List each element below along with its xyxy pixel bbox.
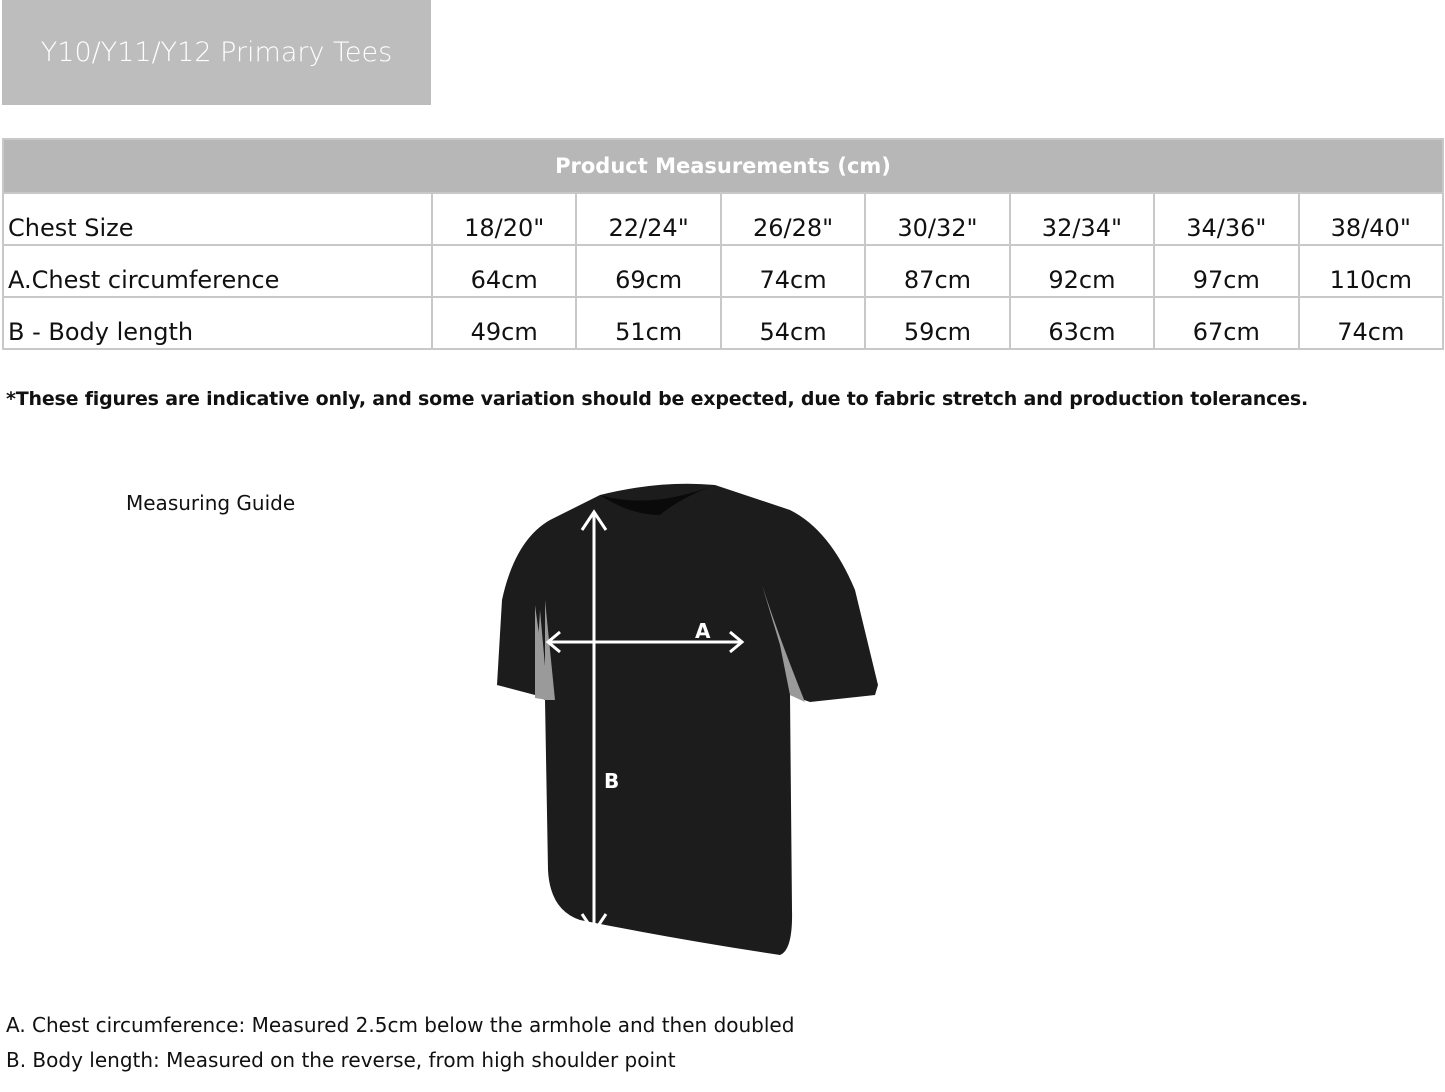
table-cell: 74cm xyxy=(1299,297,1443,349)
row-label: Chest Size xyxy=(3,193,432,245)
table-cell: 18/20" xyxy=(432,193,576,245)
table-cell: 64cm xyxy=(432,245,576,297)
disclaimer-note: *These figures are indicative only, and some variation should be expected, due to fabric stretch and production tolerances. xyxy=(6,388,1308,410)
table-cell: 49cm xyxy=(432,297,576,349)
table-row xyxy=(3,245,1443,297)
label-b: B xyxy=(604,769,620,793)
table-cell: 74cm xyxy=(721,245,865,297)
table-header: Product Measurements (cm) xyxy=(3,139,1443,193)
tshirt-image xyxy=(497,484,878,955)
table-cell: 22/24" xyxy=(576,193,720,245)
table-cell: 87cm xyxy=(865,245,1009,297)
table-row xyxy=(3,297,1443,349)
table-cell: 32/34" xyxy=(1010,193,1154,245)
table-row xyxy=(3,193,1443,245)
definition-b: B. Body length: Measured on the reverse, from high shoulder point xyxy=(6,1048,676,1072)
row-label: B - Body length xyxy=(3,297,432,349)
page-title: Y10/Y11/Y12 Primary Tees xyxy=(2,0,431,105)
measuring-guide-title: Measuring Guide xyxy=(126,491,296,515)
label-a: A xyxy=(695,619,711,643)
table-cell: 69cm xyxy=(576,245,720,297)
table-cell: 110cm xyxy=(1299,245,1443,297)
table-cell: 92cm xyxy=(1010,245,1154,297)
table-cell: 63cm xyxy=(1010,297,1154,349)
row-label: A.Chest circumference xyxy=(3,245,432,297)
table-cell: 51cm xyxy=(576,297,720,349)
measurements-table xyxy=(2,138,1444,350)
tshirt-measuring-diagram xyxy=(480,470,900,970)
table-cell: 38/40" xyxy=(1299,193,1443,245)
table-cell: 30/32" xyxy=(865,193,1009,245)
table-cell: 67cm xyxy=(1154,297,1298,349)
table-cell: 97cm xyxy=(1154,245,1298,297)
definition-a: A. Chest circumference: Measured 2.5cm below the armhole and then doubled xyxy=(6,1013,795,1037)
table-cell: 54cm xyxy=(721,297,865,349)
table-cell: 34/36" xyxy=(1154,193,1298,245)
table-cell: 26/28" xyxy=(721,193,865,245)
table-cell: 59cm xyxy=(865,297,1009,349)
